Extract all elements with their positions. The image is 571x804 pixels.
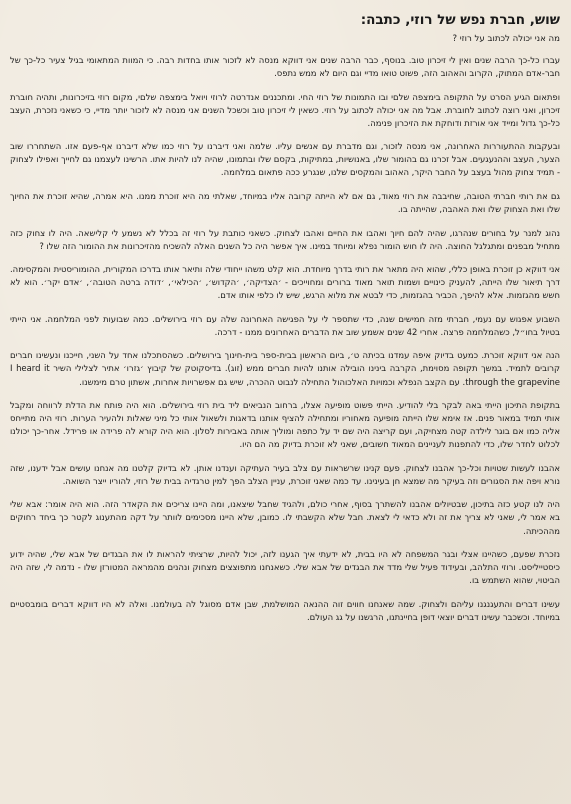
paragraph: היה לנו קטע כזה בתיכון, שבטיולים אהבנו להשתרך בסוף, אחרי כולם, ולהגיד שחבל שיצאנו, ומה היינו צריכים את הקאדר הזה. הוא היה אומר: אבא שלי בא אמר לי, שאני לא צריך את זה ולא כדאי לי לצאת. חבל שלא הקשבתי לו. כמובן, שלא היינו מסכימים לוותר על דקה מהתענוג לקטר כך ביחד רחוקים מההכיתה. xyxy=(10,499,560,536)
paragraph: ובעקבות ההתעוררות האחרונה, אני מנסה לזכור, וגם מדברת עם אנשים עליו. שלמה ואני דיברנו על רוזי כמו שלא דיברנו אף-פעם אזו. השתחררו שוב הצער, העצב וההנעגעים. אבל זכרנו גם בהומור שלו, באנושיות, במתיקות, בקסם שלו ובתמונו, שהיה לנו להיות אתו. הרשינו לעצמנו גם לחייך ואפילו לצחוק - תמיד צחוק מהול בעצב על החבר היקר, האהוב והמקסים שלנו, שנגרע ככה פתאום במלחמה. xyxy=(10,141,560,178)
paragraph: הנה אני דווקא זוכרת. כמעט בדיוק איפה עמדנו בכיתה ט׳, ביום הראשון בבית-ספר בית-חינוך בירושלים. כשהסתכלנו אחד על השני, חייכנו ונעשינו חברים קרובים לתמיד. במשך תקופה מסוימת, הקרבה בינינו הובילה אותנו להיות חברים ממש (זוג). בדיסקוטק של קיבוץ ׳גזרו׳ אתיר לצלילי השיר I heard it through the grapevine. עם הקצב הנפלא וכמויות האלכוהול התחילה לנבוט ההכרה, שיש גם אפשרויות אחרות, אשתון טרם מימשנו. xyxy=(10,350,560,387)
paragraph: השבוע אפגוש עם נעמי, חברתי מזה חמישים שנה, כדי שתספר לי על הפגישה האחרונה שלה עם רוזי בירושלים. כמה שבועות לפני המלחמה. אני הייתי בטיול בחו״ל, כשהמלחמה פרצה. אחרי 42 שנים אשמע שוב את הדברים האחרונים ממנו - דרכה. xyxy=(10,313,560,337)
document-subtitle: מה אני יכולה לכתוב על רוזי ? xyxy=(452,34,560,44)
document-title: שוש, חברת נפש של רוזי, כתבה: xyxy=(360,12,560,28)
paragraph: עשינו דברים והתעגנגנו עליהם ולצחוק. שמה שאנחנו חווים זוה ההנאה המושלמת, שבן אדם מסוגל לה בעולמנו. ואלה לא היו דווקא דברים בומבסטיים במיוחד. וכשכבר עשינו דברים יוצאי דופן בחיינתנו, הרגשנו על גג העולם. xyxy=(10,598,560,622)
paragraph: נזכרת שפעם, כשהיינו אצלי ובגר המשפחה לא היו בבית, לא ידעתי איך הגענו לזה, יכול להיות, שרציתי להראות לו את הבגדים של אבא שלי, שהיה ידוע כיסטייליסט. ורוזי התלהב, ובעידוד פעיל שלי מדד את הבגדים של אבא שלי. כשאנחנו מתפוצצים מצחוק ונהנים מהמראה המטורזן שלו - נדמה לי, שזה היה הביטוי, שהוא השתמש בו. xyxy=(10,549,560,586)
paragraph: נהוג למנר על בחורים שנהרגו, שהיה להם חיוך ואהבו את החיים ואהבו לצחוק. כשאני כותבת על רוזי זה בכלל לא נשמע לי קלישאה. היה לו צחוק כזה מתחיל מבפנים ומתגלגל החוצה. היה לו חוש הומור נפלא ומיוחד במינו. איך אפשר היה כל השנים האלה להשכיח מהזיכרונות את ההומור הזה שלו ? xyxy=(10,227,560,251)
paragraph: בתקופת התיכון הייתי באה לבקר בלי להודיע. הייתי פשוט מופיעה אצלו, ברחוב הנביאים ליד בית רוזי בירושלים. הוא היה פותח את הדלת לרווחה ומקבל אותי תמיד במאור פנים. אז אימא שלו הייתה מופיעה מאחוריו ומתחילה להציף אותנו בדאגות ולשאול אותי כל מיני שאלות ולהעיר הערות. רוזי היה מתייחס אליה כמו אם בוגר לילדה קטה מצחיקה, ועם קריצה היה שם יד על כתפה ומוליך אותה באבירות לסלון. הוא היה קורא לה פרידה או פרידל. אחר-כך יכולנו לכלוט לחדר שלו, כדי להתפנות לעניינים המאוד חשובים, שאני לא זוכרת בדיוק מה הם היו. xyxy=(10,400,560,450)
paragraph: אהבנו לעשות שטויות וכל-כך אהבנו לצחוק. פעם קנינו שרשראות עם צלב בעיר העתיקה וענדנו אותן. לא בדיוק קלטנו מה אנחנו עושים אבל ידענו, שזה נורא ויפה את הסגורים וזה בעיקר מה שמצא חן בעינינו. עד כמה שאני זוכרת, עניין הצלב הפך למין טרגדיה בבית של רוזי, להוריו ייצר השואה. xyxy=(10,462,560,486)
paragraph: עברו כל-כך הרבה שנים ואין לי זיכרון טוב. בנוסף, כבר הרבה שנים אני דווקא מנסה לא לזכור אותו בחדות רבה. כי המוות המתאומי בגיל צעיר כל-כך של חבר-אדם המתוק, הקרוב והאהוב הזה, פשוט טואו מדיי וגם היום לא ממש נתפס. xyxy=(10,55,560,79)
paragraph: ופתאום הגיע הסרט על התקופה בימצפה שלםי ובו התמונות של רוזי החי. ומתכננים אנדרטה לרוזי ויואל בימצפה שלםי, מקום רוזי בזיכרונות, ותהיה חוברת זיכרון, ואני רוצה לכתוב לחוברת. אבל מה אני יכולה לכתוב על רוזי. כשאין לי זיכרון טוב וכשכל השנים אני מנסה לא לזכור יותר מדיי, כי כשאני נזכרת, העצב כל-כך גדול ומייד אני אורזת ודוחקת את הזיכרון פנימה. xyxy=(10,91,560,128)
paragraph: גם את רותי חברתי הטובה, שחיבבה את רוזי מאוד, גם אם לא הייתה קרובה אליו במיוחד, שאלתי מה היא זוכרת ממנו. היא אמרה, שהיא זוכרת את החיוך שלו ואת הצחוק שלו ואת האהבה, שהייתה בו. xyxy=(10,190,560,215)
paragraph: אני דווקא כן זוכרת באופן כללי, שהוא היה מתאר את רותי בדרך מיוחדת. הוא קלט משהו ייחודי שלה ותיאר אותו בדרכו המקורית, ההומוריסטית והמקסימה. דרך תיאור שלו הייתה, להעניק כינויים ושמות תואר מאוד ברורים ומחוייכים - ׳הצדיקה׳, ׳הקדוש׳, ׳הכילאי׳, ׳דודה ברטה הטובה׳, ׳אדם יקר׳. הוא לא חשש מהגזמות. אלא להיפך, הכביר בהגזמות, כדי לבטא את מלוא הרגש, שיש לו כלפי אותו אדם. xyxy=(10,264,560,301)
